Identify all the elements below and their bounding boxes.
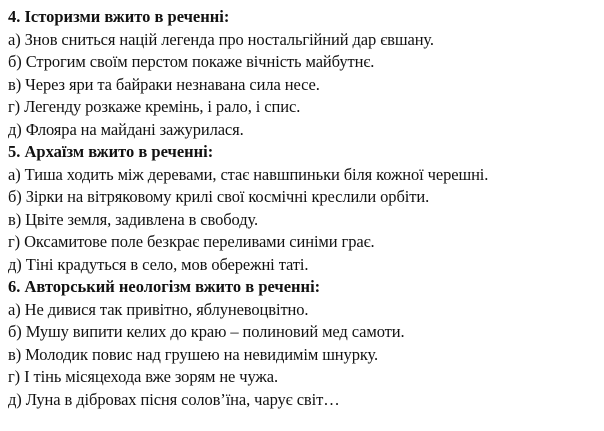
question-5 — [8, 141, 604, 276]
answer-option: в) Цвіте земля, задивлена в свободу. — [8, 209, 259, 229]
answer-option: а) Тиша ходить між деревами, стає навшпиньки біля кожної черешні. — [8, 164, 489, 184]
question-title: 4. Історизми вжито в реченні: — [8, 7, 230, 26]
answer-option: б) Зірки на вітряковому крилі свої космічні креслили орбіти. — [8, 187, 430, 206]
answer-option: г) І тінь місяцехода вже зорям не чужа. — [8, 367, 278, 386]
question-6 — [8, 276, 604, 411]
answer-option: г) Легенду розкаже кремінь, і рало, і спис. — [8, 97, 301, 116]
answer-option: в) Молодик повис над грушею на невидимім шнурку. — [8, 344, 379, 364]
answer-option: а) Не дивися так привітно, яблуневоцвітно. — [8, 299, 309, 319]
answer-option: г) Оксамитове поле безкрає переливами синіми грає. — [8, 232, 375, 251]
answer-option: в) Через яри та байраки незнавана сила несе. — [8, 74, 320, 94]
question-4 — [8, 6, 604, 141]
answer-option: б) Мушу випити келих до краю – полиновий мед самоти. — [8, 322, 405, 341]
answer-option: д) Луна в дібровах пісня солов’їна, чарує світ… — [8, 389, 340, 409]
answer-option: а) Знов сниться націй легенда про ностальгійний дар євшану. — [8, 29, 434, 49]
question-title: 5. Архаїзм вжито в реченні: — [8, 142, 214, 161]
answer-option: д) Тіні крадуться в село, мов обережні таті. — [8, 254, 309, 274]
answer-option: б) Строгим своїм перстом покаже вічність майбутнє. — [8, 52, 375, 71]
question-title: 6. Авторський неологізм вжито в реченні: — [8, 277, 321, 296]
answer-option: д) Флояра на майдані зажурилася. — [8, 119, 244, 139]
